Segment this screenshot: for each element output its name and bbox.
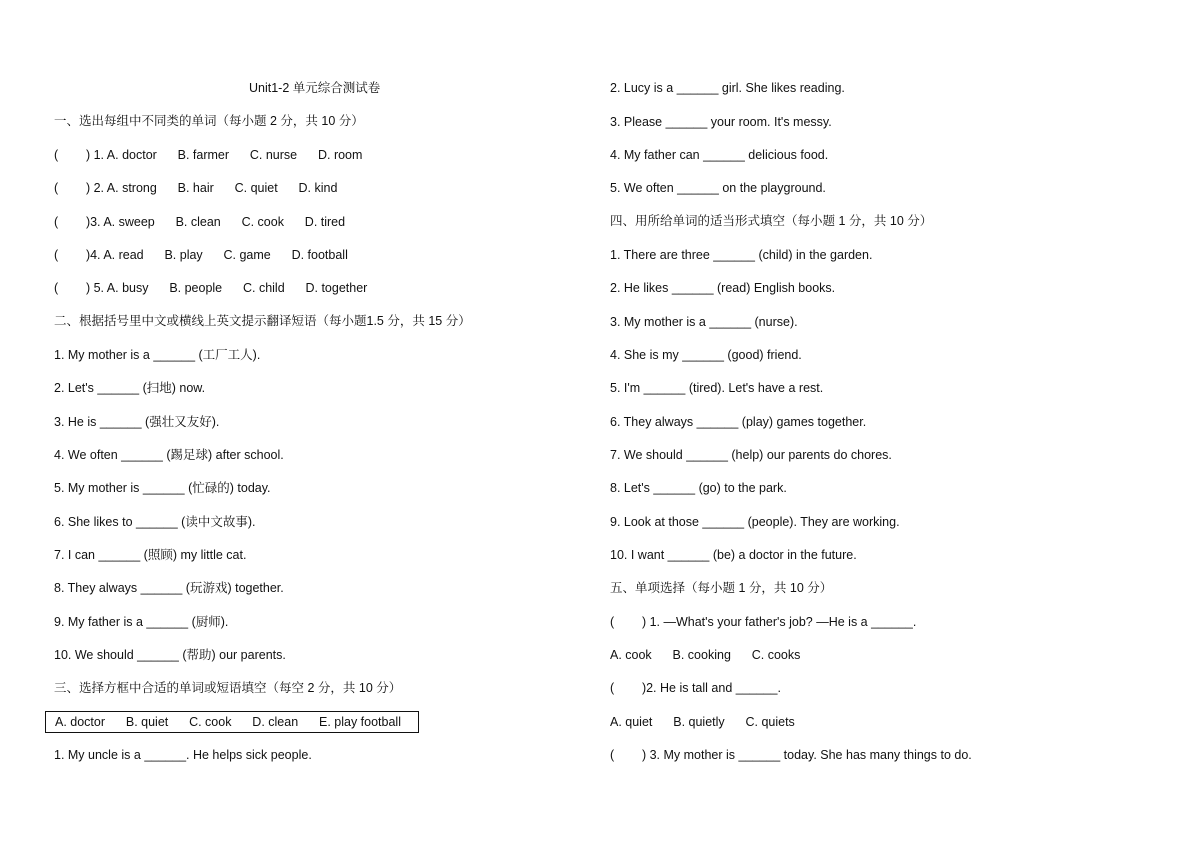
question-line: ( )2. He is tall and ______. [610,681,781,695]
question-line: 10. We should ______ (帮助) our parents. [54,648,286,662]
options-line: A. cook B. cooking C. cooks [610,648,801,662]
question-line: 5. We often ______ on the playground. [610,181,826,195]
section-4-heading: 四、用所给单词的适当形式填空（每小题 1 分，共 10 分） [610,214,933,228]
question-line: ( ) 1. A. doctor B. farmer C. nurse D. room [54,148,363,162]
question-line: 9. Look at those ______ (people). They are working. [610,515,900,529]
page-title: Unit1-2 单元综合测试卷 [249,81,381,95]
question-line: 2. Let's ______ (扫地) now. [54,381,206,395]
question-line: 3. He is ______ (强壮又友好). [54,415,220,429]
question-line: 2. He likes ______ (read) English books. [610,281,836,295]
question-line: 10. I want ______ (be) a doctor in the future. [610,548,857,562]
question-line: 3. Please ______ your room. It's messy. [610,115,832,129]
options-line: A. quiet B. quietly C. quiets [610,715,795,729]
question-line: 4. She is my ______ (good) friend. [610,348,802,362]
question-line: ( )4. A. read B. play C. game D. football [54,248,348,262]
question-line: ( ) 1. —What's your father's job? —He is a ______. [610,615,917,629]
question-line: 7. I can ______ (照顾) my little cat. [54,548,247,562]
question-line: 6. She likes to ______ (读中文故事). [54,515,256,529]
question-line: 4. We often ______ (踢足球) after school. [54,448,284,462]
question-line: 9. My father is a ______ (厨师). [54,615,229,629]
question-line: 8. They always ______ (玩游戏) together. [54,581,284,595]
question-line: 5. My mother is ______ (忙碌的) today. [54,481,271,495]
question-line: 4. My father can ______ delicious food. [610,148,829,162]
question-line: ( )3. A. sweep B. clean C. cook D. tired [54,215,346,229]
question-line: 3. My mother is a ______ (nurse). [610,315,798,329]
question-line: 1. There are three ______ (child) in the garden. [610,248,873,262]
word-box [45,711,419,733]
question-line: ( ) 3. My mother is ______ today. She has many things to do. [610,748,972,762]
question-line: 2. Lucy is a ______ girl. She likes reading. [610,81,845,95]
question-line: ( ) 2. A. strong B. hair C. quiet D. kind [54,181,338,195]
section-2-heading: 二、根据括号里中文或横线上英文提示翻译短语（每小题1.5 分，共 15 分） [54,314,471,328]
section-5-heading: 五、单项选择（每小题 1 分，共 10 分） [610,581,833,595]
question-line: 7. We should ______ (help) our parents do chores. [610,448,892,462]
section-1-heading: 一、选出每组中不同类的单词（每小题 2 分，共 10 分） [54,114,364,128]
section-3-heading: 三、选择方框中合适的单词或短语填空（每空 2 分，共 10 分） [54,681,402,695]
question-line: 1. My uncle is a ______. He helps sick people. [54,748,312,762]
question-line: 5. I'm ______ (tired). Let's have a rest. [610,381,824,395]
question-line: 6. They always ______ (play) games together. [610,415,867,429]
word-box-text: A. doctor B. quiet C. cook D. clean E. play football [55,715,401,729]
question-line: 8. Let's ______ (go) to the park. [610,481,787,495]
question-line: ( ) 5. A. busy B. people C. child D. together [54,281,368,295]
question-line: 1. My mother is a ______ (工厂工人). [54,348,261,362]
